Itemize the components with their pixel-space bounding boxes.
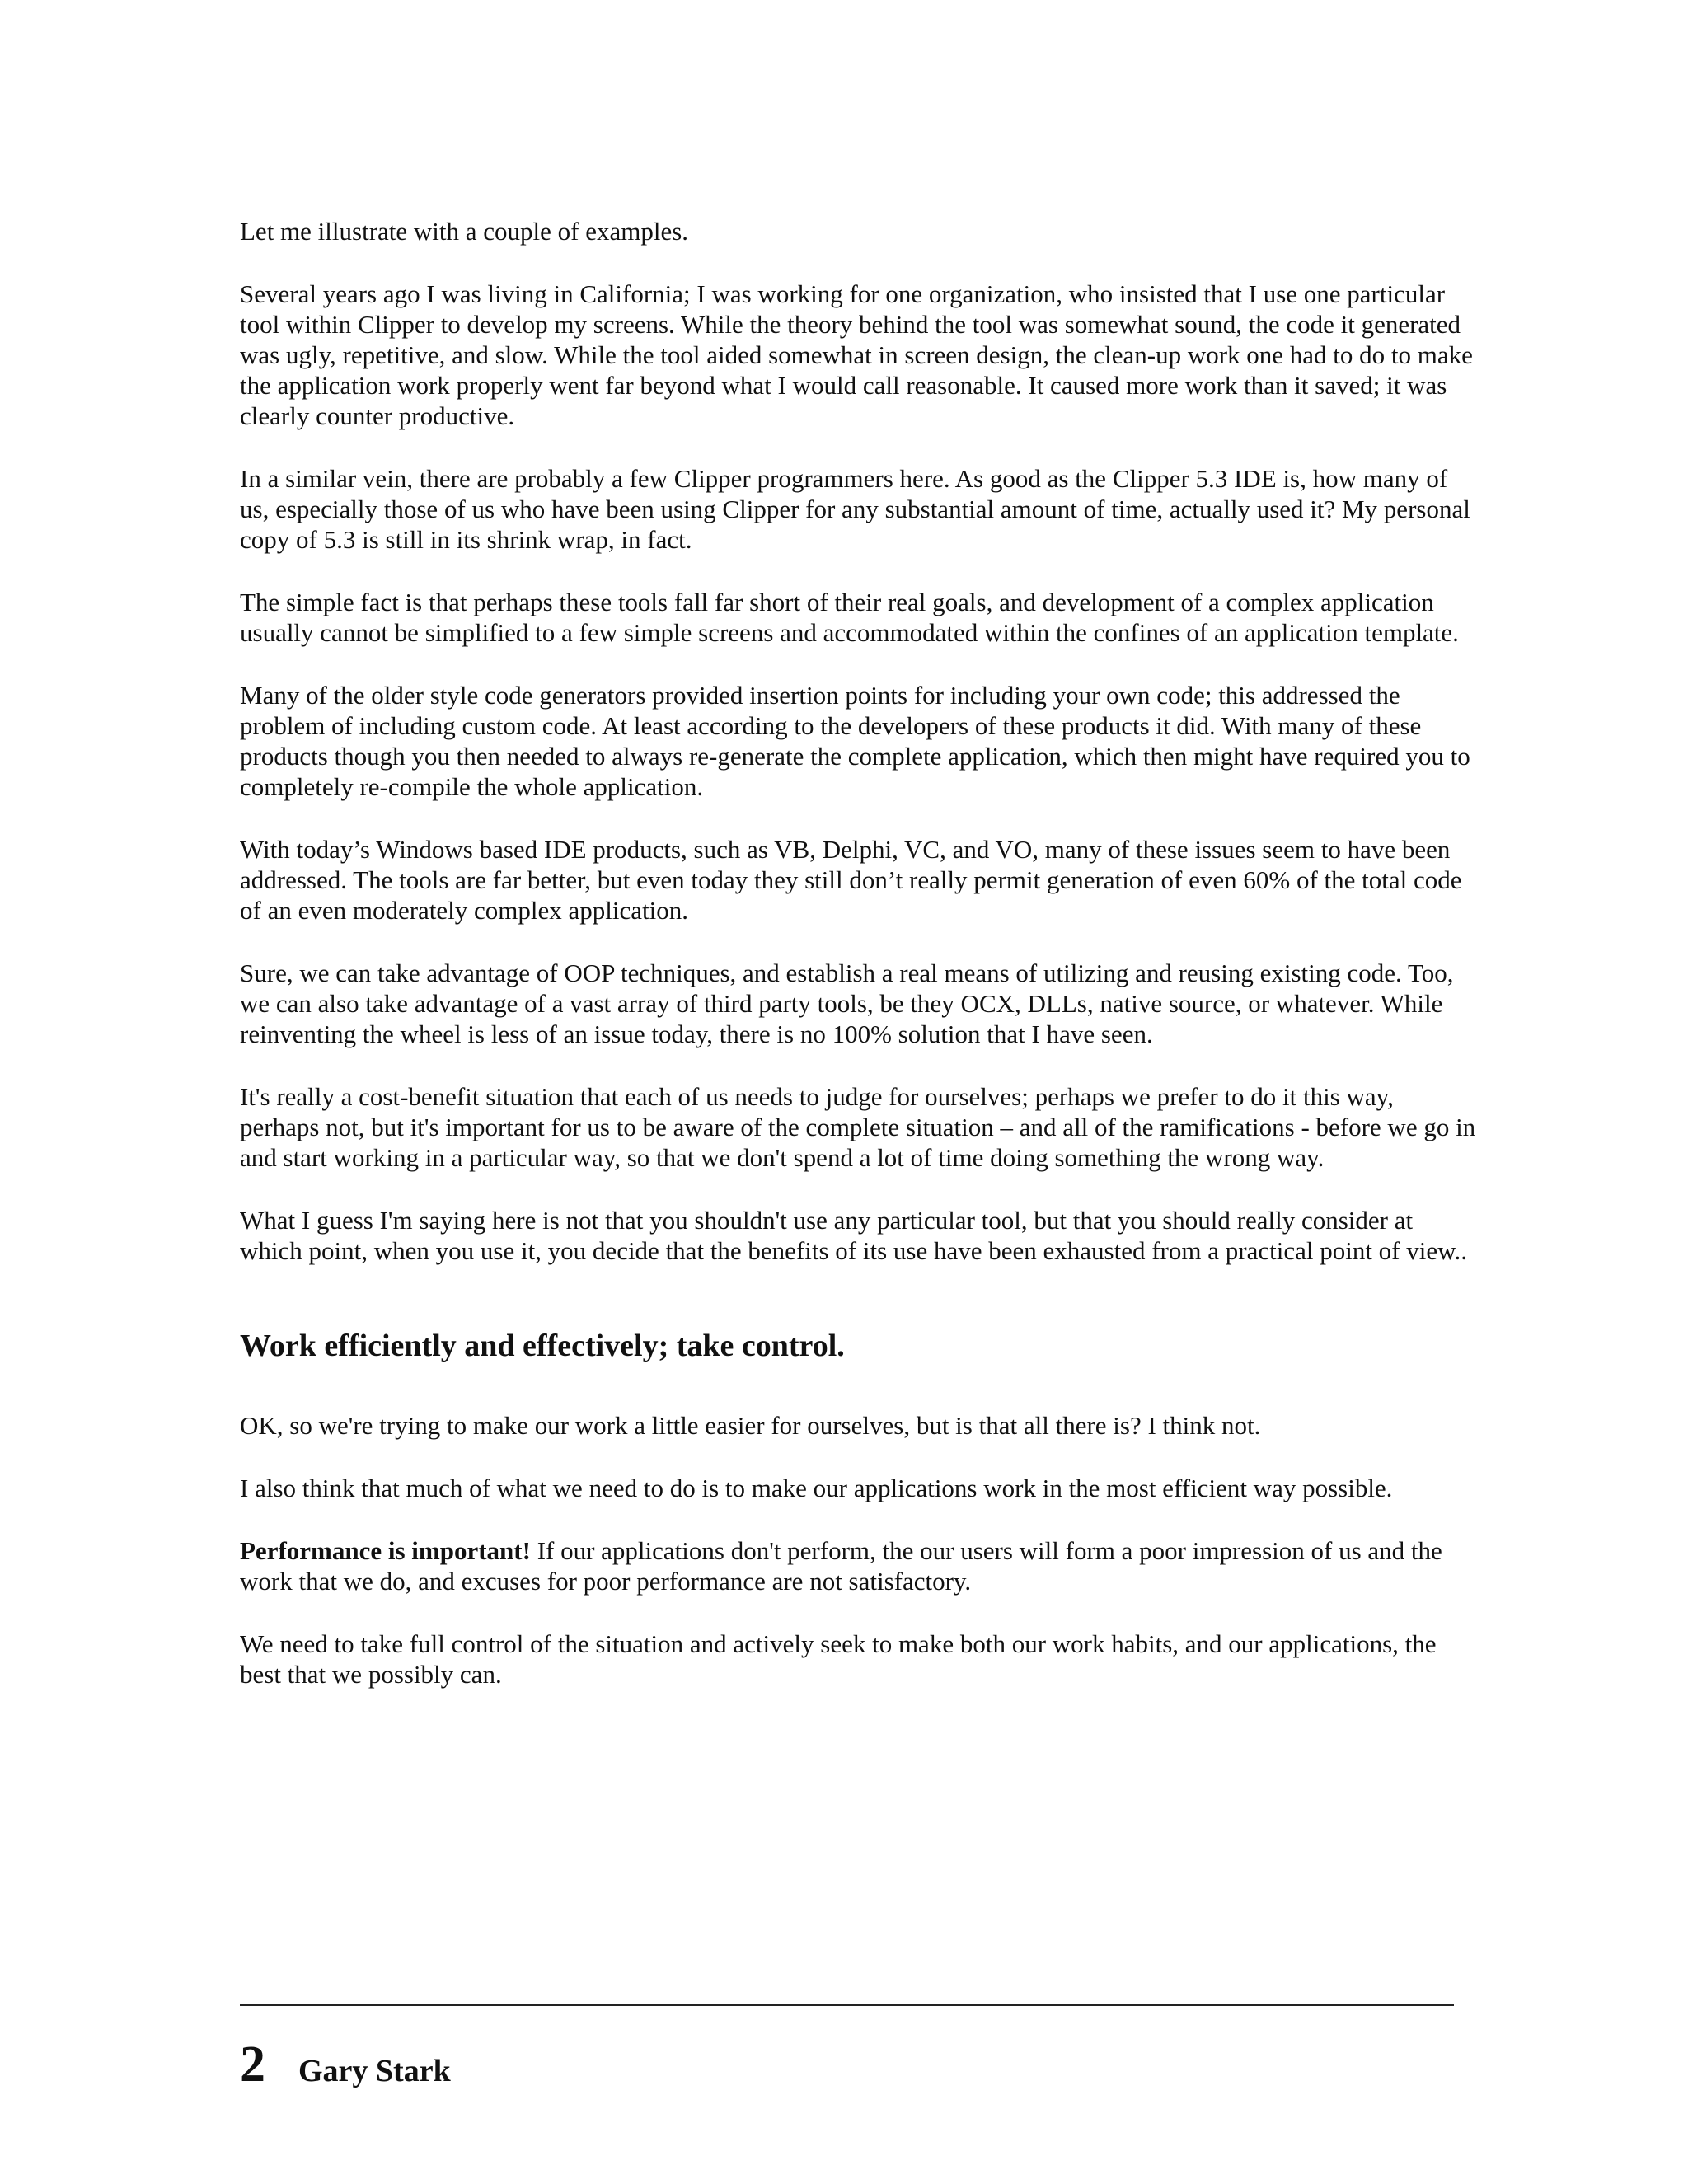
paragraph-code-generators: Many of the older style code generators provided insertion points for including your own code; this addressed the problem of including custom code. At least according to the developers of these products it did. With many of these products though you then needed to always re-generate the complete application, which then might have required you to completely re-compile the whole application. — [240, 681, 1470, 801]
page-footer — [240, 2036, 451, 2093]
paragraph-simple-fact: The simple fact is that perhaps these tools fall far short of their real goals, and development of a complex application usually cannot be simplified to a few simple screens and accommodated within the confines of an application template. — [240, 588, 1459, 647]
page-number: 2 — [240, 2036, 265, 2093]
document-body — [240, 216, 1476, 1722]
paragraph-ok-so: OK, so we're trying to make our work a little easier for ourselves, but is that all there is? I think not. — [240, 1411, 1261, 1440]
paragraph-performance — [240, 1535, 1476, 1596]
section-heading: Work efficiently and effectively; take control. — [240, 1329, 845, 1363]
paragraph-full-control: We need to take full control of the situation and actively seek to make both our work habits, and our applications, the best that we possibly can. — [240, 1629, 1437, 1689]
performance-rest: If our applications don't perform, the our users will form a poor impression of us and the work that we do, and excuses for poor performance are not satisfactory. — [240, 1536, 1442, 1596]
footer-divider — [240, 2004, 1454, 2006]
paragraph-intro: Let me illustrate with a couple of examples. — [240, 217, 689, 246]
performance-bold-lead: Performance is important! — [240, 1536, 531, 1565]
paragraph-cost-benefit: It's really a cost-benefit situation that each of us needs to judge for ourselves; perhaps we prefer to do it this way, perhaps not, but it's important for us to be aware of the complete situation – and all of the ramifications - before we go in and start working in a particular way, so that we don't spend a lot of time doing something the wrong way. — [240, 1082, 1476, 1172]
paragraph-what-i-guess: What I guess I'm saying here is not that you shouldn't use any particular tool, but that you should really consider at which point, when you use it, you decide that the benefits of its use have been exhausted from a practical point of view.. — [240, 1206, 1467, 1265]
author-name: Gary Stark — [298, 2054, 451, 2088]
paragraph-clipper-ide: In a similar vein, there are probably a few Clipper programmers here. As good as the Clipper 5.3 IDE is, how many of us, especially those of us who have been using Clipper for any substantial amount of time, actually used it? My personal copy of 5.3 is still in its shrink wrap, in fact. — [240, 464, 1470, 554]
paragraph-windows-ide: With today’s Windows based IDE products, such as VB, Delphi, VC, and VO, many of these issues seem to have been addressed. The tools are far better, but even today they still don’t really permit generation of even 60% of the total code of an even moderately complex application. — [240, 835, 1462, 925]
paragraph-oop-techniques: Sure, we can take advantage of OOP techniques, and establish a real means of utilizing and reusing existing code. Too, we can also take advantage of a vast array of third party tools, be they OCX, DLLs, native source, or whatever. While reinventing the wheel is less of an issue today, there is no 100% solution that I have seen. — [240, 958, 1454, 1048]
paragraph-efficient-way: I also think that much of what we need to do is to make our applications work in the most efficient way possible. — [240, 1474, 1393, 1502]
paragraph-california-example: Several years ago I was living in California; I was working for one organization, who insisted that I use one particular tool within Clipper to develop my screens. While the theory behind the tool was somewhat sound, the code it generated was ugly, repetitive, and slow. While the tool aided somewhat in screen design, the clean-up work one had to do to make the application work properly went far beyond what I would call reasonable. It caused more work than it saved; it was clearly counter productive. — [240, 279, 1473, 430]
